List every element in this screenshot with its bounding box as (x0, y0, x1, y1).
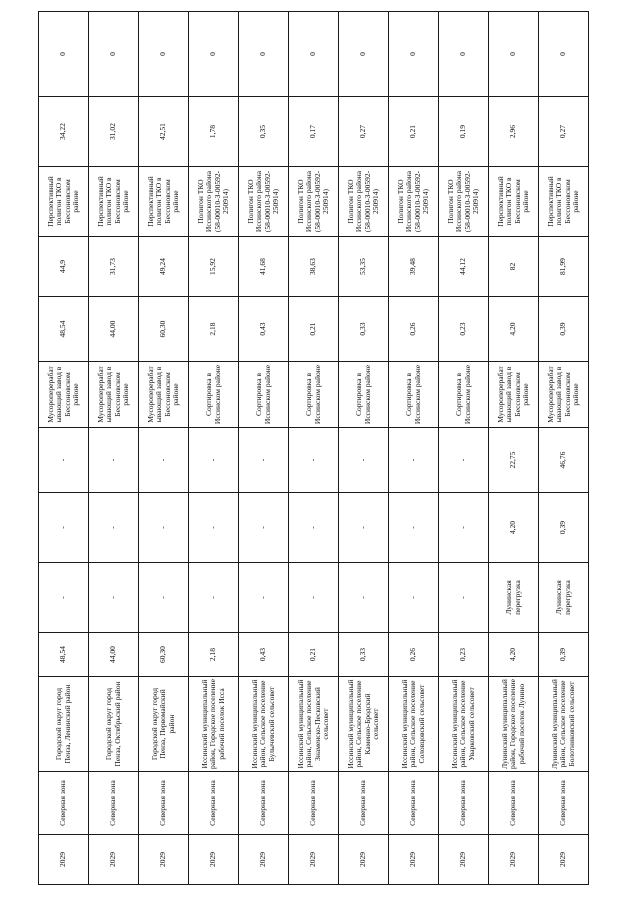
processing-facility-cell: Сортировка в Иссинском районе (439, 362, 489, 428)
year-cell: 2029 (339, 835, 389, 885)
landfill-cell: Перспективный полигон ТКО в Бессоновском районе (89, 167, 139, 237)
processing-distance-cell: 41,68 (239, 237, 289, 297)
zone-cell: Северная зона (239, 772, 289, 835)
processing-mass-cell: 0,33 (339, 297, 389, 362)
municipality-cell: Лунинский муниципальный район, Городское поселение рабочий поселок Лунино (489, 677, 539, 772)
processing-mass-cell: 0,39 (539, 297, 589, 362)
landfill-cell: Полигон ТКО Иссинского района (58-00010-З-00592-250914) (389, 167, 439, 237)
rotated-page (38, 12, 588, 885)
landfill-cell: Полигон ТКО Иссинского района (58-00010-З-00592-250914) (239, 167, 289, 237)
processing-distance-cell: 81,99 (539, 237, 589, 297)
residual-cell: 0 (389, 12, 439, 97)
year-cell: 2029 (389, 835, 439, 885)
processing-mass-cell: 0,21 (289, 297, 339, 362)
zone-cell: Северная зона (489, 772, 539, 835)
transfer-distance-cell: - (239, 428, 289, 493)
landfill-cell: Полигон ТКО Иссинского района (58-00010-З-00592-250914) (189, 167, 239, 237)
transfer-station-cell: - (189, 563, 239, 633)
processing-mass-cell: 60,30 (139, 297, 189, 362)
processing-distance-cell: 82 (489, 237, 539, 297)
processing-distance-cell: 39,48 (389, 237, 439, 297)
table-row (39, 12, 89, 885)
landfill-mass-cell: 0,27 (339, 97, 389, 167)
residual-cell: 0 (239, 12, 289, 97)
table-row (239, 12, 289, 885)
transfer-distance-cell: - (89, 428, 139, 493)
transfer-mass-cell: - (439, 493, 489, 563)
processing-distance-cell: 44,9 (39, 237, 89, 297)
landfill-mass-cell: 2,96 (489, 97, 539, 167)
table-row (89, 12, 139, 885)
processing-facility-cell: Сортировка в Иссинском районе (189, 362, 239, 428)
processing-mass-cell: 0,43 (239, 297, 289, 362)
landfill-cell: Перспективный полигон ТКО в Бессоновском районе (539, 167, 589, 237)
landfill-mass-cell: 0,19 (439, 97, 489, 167)
year-cell: 2029 (489, 835, 539, 885)
municipality-cell: Иссинский муниципальный район, Сельское поселение Уварковский сельсовет (439, 677, 489, 772)
processing-mass-cell: 4,20 (489, 297, 539, 362)
processing-distance-cell: 44,12 (439, 237, 489, 297)
processing-mass-cell: 2,18 (189, 297, 239, 362)
processing-distance-cell: 49,24 (139, 237, 189, 297)
transfer-mass-cell: - (39, 493, 89, 563)
residual-cell: 0 (189, 12, 239, 97)
table-row (289, 12, 339, 885)
processing-facility-cell: Сортировка в Иссинском районе (339, 362, 389, 428)
transfer-station-cell: - (89, 563, 139, 633)
residual-cell: 0 (289, 12, 339, 97)
processing-mass-cell: 48,54 (39, 297, 89, 362)
landfill-mass-cell: 0,35 (239, 97, 289, 167)
landfill-mass-cell: 0,17 (289, 97, 339, 167)
year-cell: 2029 (139, 835, 189, 885)
table-row (139, 12, 189, 885)
zone-cell: Северная зона (189, 772, 239, 835)
processing-distance-cell: 53,35 (339, 237, 389, 297)
table-row (489, 12, 539, 885)
year-cell: 2029 (189, 835, 239, 885)
transfer-mass-cell: - (239, 493, 289, 563)
year-cell: 2029 (39, 835, 89, 885)
residual-cell: 0 (489, 12, 539, 97)
table-row (439, 12, 489, 885)
municipality-cell: Иссинский муниципальный район, Городское поселение рабочий поселок Исса (189, 677, 239, 772)
landfill-mass-cell: 31,02 (89, 97, 139, 167)
waste-mass-cell: 48,54 (39, 633, 89, 677)
processing-facility-cell: Мусороперерабатывающий завод в Бессоновском районе (139, 362, 189, 428)
residual-cell: 0 (439, 12, 489, 97)
processing-mass-cell: 0,26 (389, 297, 439, 362)
transfer-mass-cell: - (189, 493, 239, 563)
waste-mass-cell: 0,23 (439, 633, 489, 677)
landfill-mass-cell: 1,78 (189, 97, 239, 167)
waste-mass-cell: 0,33 (339, 633, 389, 677)
landfill-cell: Полигон ТКО Иссинского района (58-00010-З-00592-250914) (289, 167, 339, 237)
transfer-distance-cell: 22,75 (489, 428, 539, 493)
residual-cell: 0 (139, 12, 189, 97)
landfill-mass-cell: 0,27 (539, 97, 589, 167)
transfer-station-cell: Лунинская перегрузка (489, 563, 539, 633)
processing-distance-cell: 31,73 (89, 237, 139, 297)
landfill-cell: Перспективный полигон ТКО в Бессоновском районе (39, 167, 89, 237)
zone-cell: Северная зона (89, 772, 139, 835)
transfer-station-cell: Лунинская перегрузка (539, 563, 589, 633)
processing-mass-cell: 0,23 (439, 297, 489, 362)
transfer-distance-cell: - (39, 428, 89, 493)
transfer-distance-cell: - (189, 428, 239, 493)
processing-facility-cell: Сортировка в Иссинском районе (239, 362, 289, 428)
landfill-mass-cell: 34,22 (39, 97, 89, 167)
waste-mass-cell: 0,43 (239, 633, 289, 677)
processing-mass-cell: 44,00 (89, 297, 139, 362)
municipality-cell: Городской округ город Пенза, Первомайский район (139, 677, 189, 772)
zone-cell: Северная зона (139, 772, 189, 835)
table-row (389, 12, 439, 885)
municipality-cell: Городской округ город Пенза, Октябрьский район (89, 677, 139, 772)
transfer-station-cell: - (289, 563, 339, 633)
transfer-distance-cell: - (139, 428, 189, 493)
year-cell: 2029 (89, 835, 139, 885)
zone-cell: Северная зона (289, 772, 339, 835)
landfill-cell: Перспективный полигон ТКО в Бессоновском районе (489, 167, 539, 237)
transfer-station-cell: - (339, 563, 389, 633)
landfill-cell: Перспективный полигон ТКО в Бессоновском районе (139, 167, 189, 237)
residual-cell: 0 (39, 12, 89, 97)
processing-distance-cell: 15,92 (189, 237, 239, 297)
processing-facility-cell: Мусороперерабатывающий завод в Бессоновском районе (489, 362, 539, 428)
transfer-mass-cell: - (139, 493, 189, 563)
residual-cell: 0 (339, 12, 389, 97)
processing-facility-cell: Мусороперерабатывающий завод в Бессоновском районе (39, 362, 89, 428)
transfer-mass-cell: - (289, 493, 339, 563)
transfer-mass-cell: - (89, 493, 139, 563)
transfer-distance-cell: - (339, 428, 389, 493)
municipality-cell: Иссинский муниципальный район, Сельское поселение Булычевский сельсовет (239, 677, 289, 772)
municipality-cell: Иссинский муниципальный район, Сельское поселение Каменно-Бродский сельсовет (339, 677, 389, 772)
municipality-cell: Городской округ город Пенза, Ленинский район (39, 677, 89, 772)
residual-cell: 0 (539, 12, 589, 97)
landfill-mass-cell: 0,21 (389, 97, 439, 167)
table-row (339, 12, 389, 885)
transfer-mass-cell: - (339, 493, 389, 563)
transfer-station-cell: - (139, 563, 189, 633)
landfill-mass-cell: 42,51 (139, 97, 189, 167)
processing-facility-cell: Мусороперерабатывающий завод в Бессоновском районе (539, 362, 589, 428)
transfer-mass-cell: 4,20 (489, 493, 539, 563)
transfer-mass-cell: - (389, 493, 439, 563)
processing-facility-cell: Мусороперерабатывающий завод в Бессоновском районе (89, 362, 139, 428)
waste-mass-cell: 0,26 (389, 633, 439, 677)
transfer-distance-cell: - (289, 428, 339, 493)
waste-mass-cell: 0,21 (289, 633, 339, 677)
year-cell: 2029 (439, 835, 489, 885)
landfill-cell: Полигон ТКО Иссинского района (58-00010-З-00592-250914) (439, 167, 489, 237)
waste-mass-cell: 2,18 (189, 633, 239, 677)
table-row (539, 12, 589, 885)
residual-cell: 0 (89, 12, 139, 97)
processing-distance-cell: 38,63 (289, 237, 339, 297)
transfer-station-cell: - (439, 563, 489, 633)
transfer-distance-cell: - (439, 428, 489, 493)
landfill-cell: Полигон ТКО Иссинского района (58-00010-З-00592-250914) (339, 167, 389, 237)
waste-mass-cell: 4,20 (489, 633, 539, 677)
transfer-distance-cell: - (389, 428, 439, 493)
table-row (189, 12, 239, 885)
transfer-station-cell: - (239, 563, 289, 633)
municipality-cell: Иссинский муниципальный район, Сельское поселение Знаменско-Песковский сельсовет (289, 677, 339, 772)
year-cell: 2029 (539, 835, 589, 885)
zone-cell: Северная зона (539, 772, 589, 835)
transfer-mass-cell: 0,39 (539, 493, 589, 563)
transfer-station-cell: - (389, 563, 439, 633)
municipality-cell: Лунинский муниципальный район, Сельское поселение Болотниковский сельсовет (539, 677, 589, 772)
transfer-station-cell: - (39, 563, 89, 633)
waste-mass-cell: 60,30 (139, 633, 189, 677)
municipality-cell: Иссинский муниципальный район, Сельское поселение Соловцовский сельсовет (389, 677, 439, 772)
processing-facility-cell: Сортировка в Иссинском районе (289, 362, 339, 428)
zone-cell: Северная зона (439, 772, 489, 835)
waste-flow-table (38, 11, 589, 885)
zone-cell: Северная зона (39, 772, 89, 835)
year-cell: 2029 (239, 835, 289, 885)
processing-facility-cell: Сортировка в Иссинском районе (389, 362, 439, 428)
year-cell: 2029 (289, 835, 339, 885)
transfer-distance-cell: 46,76 (539, 428, 589, 493)
zone-cell: Северная зона (339, 772, 389, 835)
waste-mass-cell: 44,00 (89, 633, 139, 677)
zone-cell: Северная зона (389, 772, 439, 835)
waste-mass-cell: 0,39 (539, 633, 589, 677)
